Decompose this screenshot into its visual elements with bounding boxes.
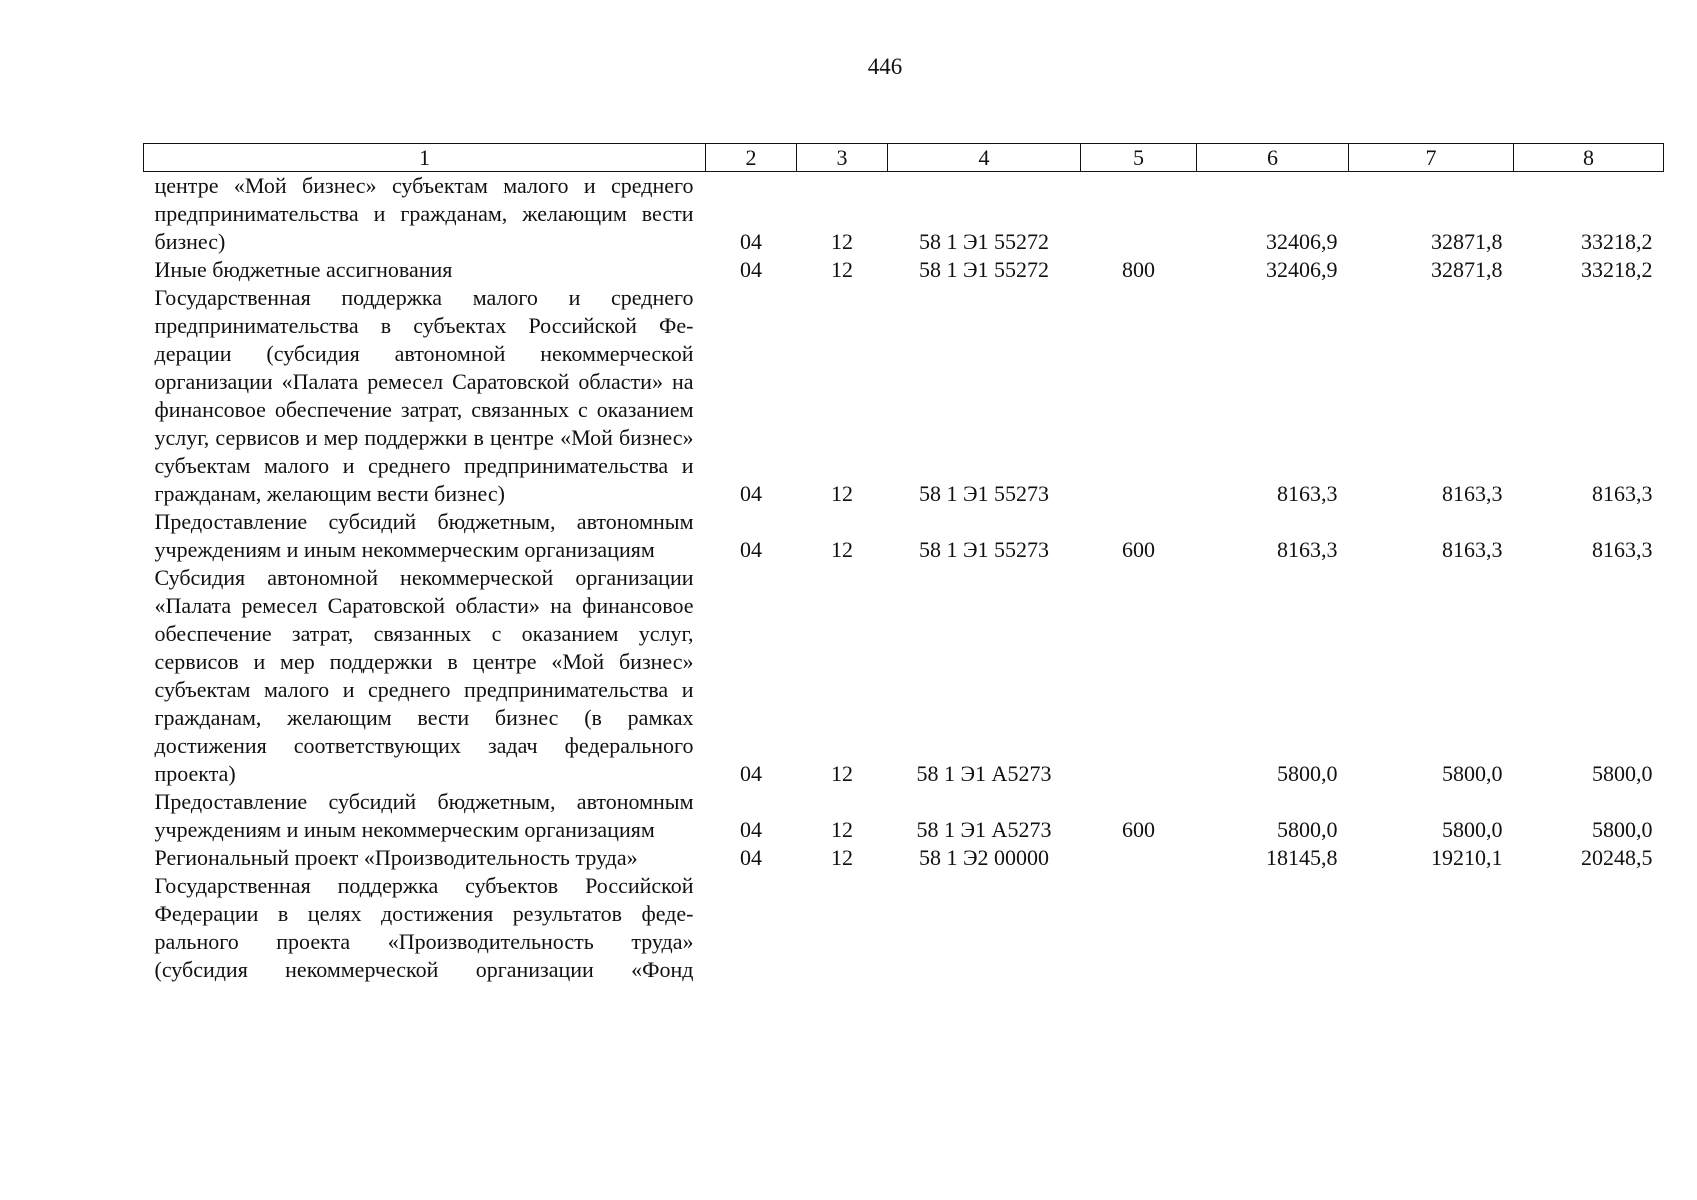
- row-amount-col8: 5800,0: [1592, 817, 1653, 842]
- row-target-article: [888, 872, 1081, 984]
- row-section: 04: [740, 229, 762, 254]
- row-description: Иные бюджетные ассигнования: [154, 257, 453, 282]
- table-row: [144, 284, 1664, 508]
- row-amount-col8: 33218,2: [1581, 229, 1653, 254]
- table-row: [144, 872, 1664, 984]
- row-amount-col6: 8163,3: [1277, 481, 1338, 506]
- row-target-article: 58 1 Э1 55273: [918, 537, 1050, 562]
- row-target-article: 58 1 Э2 00000: [918, 845, 1050, 870]
- row-target-article: 58 1 Э1 55272: [918, 257, 1050, 282]
- row-section: 04: [740, 845, 762, 870]
- row-expense-type: 800: [1122, 257, 1155, 282]
- header-row: [144, 144, 1664, 172]
- row-description: Региональный проект «Производительность труда»: [154, 845, 638, 870]
- table-row: [144, 508, 1664, 564]
- row-description: Государственная поддержка субъектов Российской Федерации в целях достижения результатов федерального проекта «Производительность труда» (субсидия некоммерческой организации «Фонд: [154, 873, 694, 982]
- row-amount-col8: 8163,3: [1592, 481, 1653, 506]
- row-expense-type: [1081, 872, 1197, 984]
- row-amount-col6: 5800,0: [1277, 761, 1338, 786]
- column-header-7: 7: [1349, 144, 1514, 172]
- row-section: 04: [740, 257, 762, 282]
- column-header-8: 8: [1514, 144, 1664, 172]
- row-subsection: 12: [831, 481, 853, 506]
- row-amount-col7: 5800,0: [1442, 761, 1503, 786]
- row-section: [706, 872, 797, 984]
- row-section: 04: [740, 761, 762, 786]
- row-amount-col7: [1349, 872, 1514, 984]
- row-section: 04: [740, 537, 762, 562]
- row-subsection: 12: [831, 257, 853, 282]
- row-amount-col8: 8163,3: [1592, 537, 1653, 562]
- row-target-article: 58 1 Э1 55273: [918, 481, 1050, 506]
- column-header-4: 4: [888, 144, 1081, 172]
- row-subsection: 12: [831, 845, 853, 870]
- row-subsection: 12: [831, 817, 853, 842]
- row-amount-col7: 8163,3: [1442, 481, 1503, 506]
- row-amount-col7: 32871,8: [1431, 257, 1503, 282]
- row-expense-type: [1081, 564, 1197, 788]
- column-header-3: 3: [797, 144, 888, 172]
- row-section: 04: [740, 481, 762, 506]
- row-amount-col6: 32406,9: [1266, 257, 1338, 282]
- row-target-article: 58 1 Э1 А5273: [916, 817, 1052, 842]
- row-amount-col7: 5800,0: [1442, 817, 1503, 842]
- row-description: Предоставление субсидий бюджетным, автономным учреждениям и иным некоммерческим организациям: [154, 789, 694, 842]
- row-target-article: 58 1 Э1 55272: [918, 229, 1050, 254]
- table-row: [144, 788, 1664, 844]
- table-body: [144, 172, 1664, 985]
- row-description: Предоставление субсидий бюджетным, автономным учреждениям и иным некоммерческим организациям: [154, 509, 694, 562]
- column-header-2: 2: [706, 144, 797, 172]
- row-amount-col6: [1197, 872, 1349, 984]
- row-subsection: 12: [831, 761, 853, 786]
- column-header-1: 1: [144, 144, 706, 172]
- row-amount-col8: [1514, 872, 1664, 984]
- row-amount-col6: 8163,3: [1277, 537, 1338, 562]
- row-description: Государственная поддержка малого и среднего предпринимательства в субъектах Российской Федерации (субсидия автономной некоммерческой организации «Палата ремесел Саратовской области» на финансовое обеспечение затрат, связанных с оказанием услуг, сервисов и мер поддержки в центре «Мой бизнес» субъектам малого и среднего предпринимательства и гражданам, желающим вести бизнес): [154, 285, 694, 506]
- table-header: [144, 144, 1664, 172]
- row-amount-col6: 32406,9: [1266, 229, 1338, 254]
- column-header-5: 5: [1081, 144, 1197, 172]
- row-amount-col6: 18145,8: [1266, 845, 1338, 870]
- row-amount-col7: 8163,3: [1442, 537, 1503, 562]
- row-amount-col6: 5800,0: [1277, 817, 1338, 842]
- row-expense-type: 600: [1122, 817, 1155, 842]
- row-expense-type: [1081, 844, 1197, 872]
- row-subsection: 12: [831, 537, 853, 562]
- table-row: [144, 256, 1664, 284]
- row-amount-col7: 19210,1: [1431, 845, 1503, 870]
- row-section: 04: [740, 817, 762, 842]
- row-subsection: 12: [831, 229, 853, 254]
- table-row: [144, 172, 1664, 257]
- table-row: [144, 844, 1664, 872]
- row-expense-type: [1081, 172, 1197, 257]
- table-row: [144, 564, 1664, 788]
- row-target-article: 58 1 Э1 А5273: [916, 761, 1052, 786]
- row-amount-col8: 20248,5: [1581, 845, 1653, 870]
- row-expense-type: [1081, 284, 1197, 508]
- row-amount-col8: 33218,2: [1581, 257, 1653, 282]
- row-amount-col8: 5800,0: [1592, 761, 1653, 786]
- row-subsection: [797, 872, 888, 984]
- column-header-6: 6: [1197, 144, 1349, 172]
- row-description: Субсидия автономной некоммерческой организации «Палата ремесел Саратовской области» на финансовое обеспечение затрат, связанных с оказанием услуг, сервисов и мер поддержки в центре «Мой бизнес» субъектам малого и среднего предпринимательства и гражданам, желающим вести бизнес (в рамках достижения соответствующих задач федерального проекта): [154, 565, 694, 786]
- row-expense-type: 600: [1122, 537, 1155, 562]
- row-description: центре «Мой бизнес» субъектам малого и среднего предпринимательства и гражданам, желающим вести бизнес): [154, 173, 694, 254]
- budget-table: [143, 143, 1664, 984]
- page-number: 446: [867, 54, 903, 79]
- row-amount-col7: 32871,8: [1431, 229, 1503, 254]
